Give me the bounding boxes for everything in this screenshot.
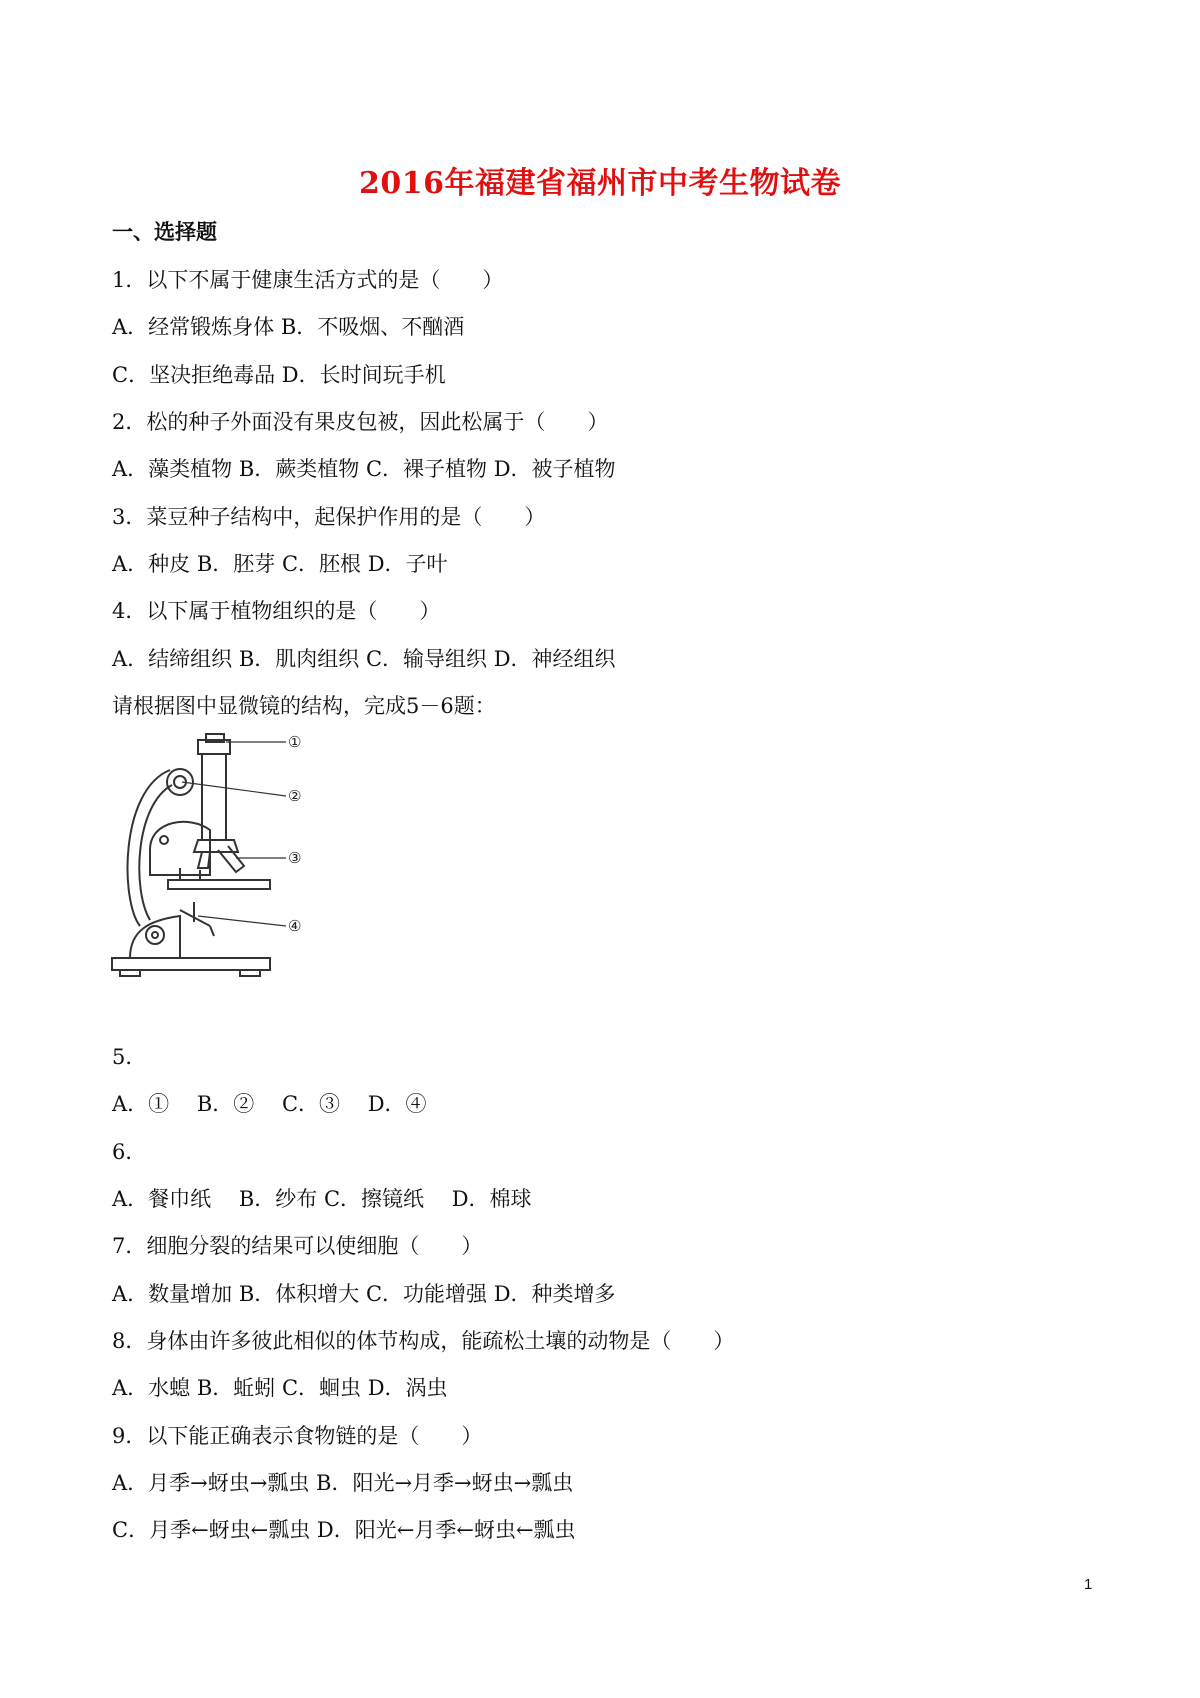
options-9b: C．月季←蚜虫←瓢虫 D．阳光←月季←蚜虫←瓢虫 bbox=[112, 1518, 576, 1542]
question-8: 8．身体由许多彼此相似的体节构成，能疏松土壤的动物是（ ） bbox=[112, 1329, 735, 1353]
options-7: A．数量增加 B．体积增大 C．功能增强 D．种类增多 bbox=[112, 1282, 616, 1306]
section-heading: 一、选择题 bbox=[112, 220, 217, 244]
options-1b: C．坚决拒绝毒品 D．长时间玩手机 bbox=[112, 363, 446, 387]
question-7: 7．细胞分裂的结果可以使细胞（ ） bbox=[112, 1234, 483, 1258]
page-number: 1 bbox=[1084, 1576, 1093, 1593]
label-2: ② bbox=[288, 787, 302, 805]
options-2: A．藻类植物 B．蕨类植物 C．裸子植物 D．被子植物 bbox=[112, 457, 616, 481]
figure-instruction: 请根据图中显微镜的结构，完成5－6题： bbox=[112, 694, 496, 718]
microscope-base bbox=[112, 958, 270, 970]
arm-curve bbox=[128, 770, 170, 926]
objective-lens bbox=[218, 846, 244, 872]
microscope-stage bbox=[168, 880, 270, 889]
options-6: A．餐巾纸 B．纱布 C．擦镜纸 D．棉球 bbox=[112, 1187, 532, 1211]
question-3: 3．菜豆种子结构中，起保护作用的是（ ） bbox=[112, 505, 546, 529]
options-9a: A．月季→蚜虫→瓢虫 B．阳光→月季→蚜虫→瓢虫 bbox=[112, 1471, 574, 1495]
question-2: 2．松的种子外面没有果皮包被，因此松属于（ ） bbox=[112, 410, 609, 434]
coarse-adjustment bbox=[167, 769, 193, 795]
question-6: 6． bbox=[112, 1140, 147, 1164]
question-9: 9．以下能正确表示食物链的是（ ） bbox=[112, 1424, 483, 1448]
options-5: A．① B．② C．③ D．④ bbox=[112, 1092, 427, 1116]
label-4: ④ bbox=[288, 917, 302, 935]
question-5: 5． bbox=[112, 1045, 147, 1069]
page-title: 2016年福建省福州市中考生物试卷 bbox=[359, 166, 841, 201]
options-4: A．结缔组织 B．肌肉组织 C．输导组织 D．神经组织 bbox=[112, 647, 616, 671]
label-3: ③ bbox=[288, 849, 302, 867]
options-8: A．水螅 B．蚯蚓 C．蛔虫 D．涡虫 bbox=[112, 1376, 448, 1400]
microscope-figure bbox=[110, 730, 320, 978]
question-4: 4．以下属于植物组织的是（ ） bbox=[112, 599, 441, 623]
options-1a: A．经常锻炼身体 B．不吸烟、不酗酒 bbox=[112, 315, 465, 339]
options-3: A．种皮 B．胚芽 C．胚根 D．子叶 bbox=[112, 552, 448, 576]
question-1: 1．以下不属于健康生活方式的是（ ） bbox=[112, 268, 504, 292]
label-1: ① bbox=[288, 733, 302, 751]
